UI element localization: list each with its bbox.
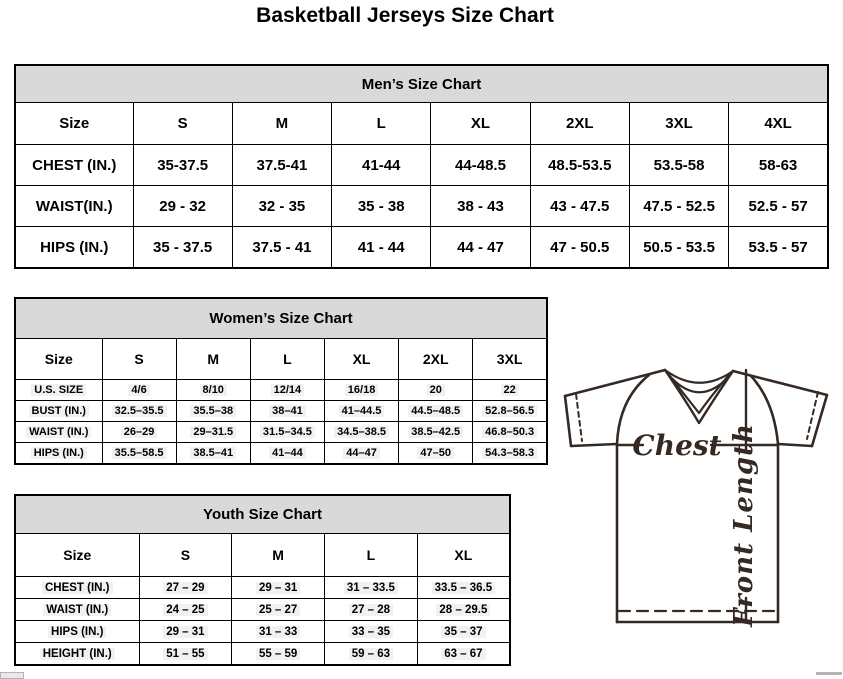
table-cell: 58-63	[729, 145, 828, 186]
column-header: S	[133, 103, 232, 145]
row-label: CHEST (IN.)	[15, 577, 139, 599]
table-cell: 8/10	[176, 380, 250, 401]
column-header: 3XL	[629, 103, 728, 145]
table-header-row	[15, 339, 547, 380]
row-label: U.S. SIZE	[15, 380, 102, 401]
row-label: WAIST (IN.)	[15, 422, 102, 443]
table-header-row	[15, 534, 510, 577]
table-cell: 29 – 31	[139, 621, 232, 643]
table-cell: 41–44.5	[324, 401, 398, 422]
table-title: Youth Size Chart	[15, 495, 510, 534]
column-header: S	[139, 534, 232, 577]
row-label: HIPS (IN.)	[15, 443, 102, 465]
column-header: XL	[324, 339, 398, 380]
table-cell: 43 - 47.5	[530, 186, 629, 227]
table-cell: 37.5-41	[232, 145, 331, 186]
table-cell: 31 – 33.5	[325, 577, 418, 599]
table-cell: 12/14	[250, 380, 324, 401]
table-cell: 28 – 29.5	[417, 599, 510, 621]
table-cell: 4/6	[102, 380, 176, 401]
jersey-measurement-diagram	[555, 355, 843, 679]
column-header: 2XL	[530, 103, 629, 145]
scrollbar-fragment[interactable]	[816, 672, 842, 675]
row-label: HIPS (IN.)	[15, 621, 139, 643]
table-row	[15, 145, 828, 186]
table-cell: 47–50	[399, 443, 473, 465]
table-cell: 51 – 55	[139, 643, 232, 666]
front-length-label: Front Length	[729, 423, 759, 627]
row-label: CHEST (IN.)	[15, 145, 133, 186]
column-header: M	[232, 534, 325, 577]
table-cell: 44.5–48.5	[399, 401, 473, 422]
column-header: Size	[15, 534, 139, 577]
table-cell: 46.8–50.3	[473, 422, 547, 443]
column-header: M	[176, 339, 250, 380]
table-row	[15, 577, 510, 599]
table-cell: 33.5 – 36.5	[417, 577, 510, 599]
table-cell: 53.5 - 57	[729, 227, 828, 269]
table-cell: 38–41	[250, 401, 324, 422]
row-label: BUST (IN.)	[15, 401, 102, 422]
table-cell: 44 - 47	[431, 227, 530, 269]
table-cell: 33 – 35	[325, 621, 418, 643]
table-row	[15, 186, 828, 227]
table-cell: 50.5 - 53.5	[629, 227, 728, 269]
table-cell: 35.5–38	[176, 401, 250, 422]
column-header: 3XL	[473, 339, 547, 380]
table-cell: 25 – 27	[232, 599, 325, 621]
table-cell: 44-48.5	[431, 145, 530, 186]
table-cell: 35.5–58.5	[102, 443, 176, 465]
scrollbar-fragment[interactable]	[0, 672, 24, 679]
table-cell: 31 – 33	[232, 621, 325, 643]
table-cell: 20	[399, 380, 473, 401]
column-header: 4XL	[729, 103, 828, 145]
table-row	[15, 599, 510, 621]
table-cell: 35 – 37	[417, 621, 510, 643]
table-cell: 41–44	[250, 443, 324, 465]
table-row	[15, 621, 510, 643]
table-title-row	[15, 298, 547, 339]
table-cell: 38.5–42.5	[399, 422, 473, 443]
row-label: HEIGHT (IN.)	[15, 643, 139, 666]
row-label: HIPS (IN.)	[15, 227, 133, 269]
table-title: Women’s Size Chart	[15, 298, 547, 339]
page-title: Basketball Jerseys Size Chart	[256, 4, 554, 27]
table-cell: 35 - 37.5	[133, 227, 232, 269]
table-header-row	[15, 103, 828, 145]
table-cell: 16/18	[324, 380, 398, 401]
table-cell: 22	[473, 380, 547, 401]
table-cell: 63 – 67	[417, 643, 510, 666]
table-title: Men’s Size Chart	[15, 65, 828, 103]
column-header: L	[250, 339, 324, 380]
table-cell: 48.5-53.5	[530, 145, 629, 186]
column-header: XL	[431, 103, 530, 145]
column-header: S	[102, 339, 176, 380]
table-cell: 29 – 31	[232, 577, 325, 599]
table-row	[15, 443, 547, 465]
table-cell: 59 – 63	[325, 643, 418, 666]
table-cell: 31.5–34.5	[250, 422, 324, 443]
table-cell: 52.8–56.5	[473, 401, 547, 422]
table-cell: 35-37.5	[133, 145, 232, 186]
table-cell: 44–47	[324, 443, 398, 465]
table-title-row	[15, 65, 828, 103]
row-label: WAIST(IN.)	[15, 186, 133, 227]
table-row	[15, 227, 828, 269]
jersey-outline-icon	[555, 355, 843, 679]
table-title-row	[15, 495, 510, 534]
column-header: L	[332, 103, 431, 145]
table-cell: 38 - 43	[431, 186, 530, 227]
womens-size-table	[14, 297, 548, 465]
table-cell: 53.5-58	[629, 145, 728, 186]
row-label: WAIST (IN.)	[15, 599, 139, 621]
table-cell: 47.5 - 52.5	[629, 186, 728, 227]
table-cell: 41 - 44	[332, 227, 431, 269]
column-header: Size	[15, 339, 102, 380]
column-header: L	[325, 534, 418, 577]
table-cell: 24 – 25	[139, 599, 232, 621]
table-row	[15, 380, 547, 401]
table-cell: 29–31.5	[176, 422, 250, 443]
table-cell: 38.5–41	[176, 443, 250, 465]
table-cell: 27 – 28	[325, 599, 418, 621]
table-cell: 34.5–38.5	[324, 422, 398, 443]
column-header: 2XL	[399, 339, 473, 380]
mens-size-table	[14, 64, 829, 269]
table-cell: 47 - 50.5	[530, 227, 629, 269]
table-cell: 32 - 35	[232, 186, 331, 227]
table-cell: 29 - 32	[133, 186, 232, 227]
table-row	[15, 422, 547, 443]
table-cell: 54.3–58.3	[473, 443, 547, 465]
table-cell: 27 – 29	[139, 577, 232, 599]
table-cell: 52.5 - 57	[729, 186, 828, 227]
table-cell: 35 - 38	[332, 186, 431, 227]
column-header: XL	[417, 534, 510, 577]
table-row	[15, 401, 547, 422]
table-cell: 32.5–35.5	[102, 401, 176, 422]
chest-label: Chest	[632, 429, 722, 462]
table-cell: 55 – 59	[232, 643, 325, 666]
table-cell: 41-44	[332, 145, 431, 186]
column-header: M	[232, 103, 331, 145]
table-cell: 37.5 - 41	[232, 227, 331, 269]
column-header: Size	[15, 103, 133, 145]
youth-size-table	[14, 494, 511, 666]
table-row	[15, 643, 510, 666]
table-cell: 26–29	[102, 422, 176, 443]
